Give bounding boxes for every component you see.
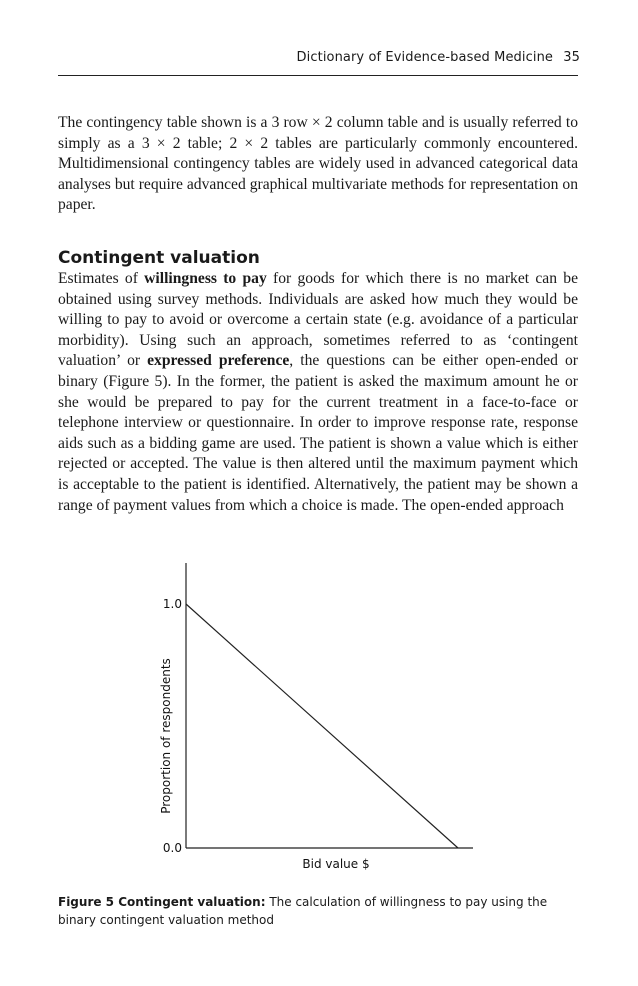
term-expressed-preference: expressed preference [147,352,290,370]
figure-5-chart [140,555,480,875]
caption-label: Figure 5 [58,895,115,909]
y-tick-label-bottom: 0.0 [162,841,182,855]
header-rule [58,75,578,76]
term-willingness-to-pay: willingness to pay [144,270,267,287]
paragraph-contingency-table: The contingency table shown is a 3 row × 2 column table and is usually referred to simply as a 3 × 2 table; 2 × 2 tables are particularly commonly encountered. Multidimensional contingency tables are widely used in advanced categorical data analyses but require advanced graphical multivariate methods for representation on paper. [58,114,578,214]
caption-text: The calculation of willingness to pay using the binary contingent valuation method [58,895,548,927]
chart-svg [140,555,480,875]
paragraph-contingent-valuation [58,269,578,516]
text-run: , the questions can be either open-ended or binary (Figure 5). In the former, the patient is asked the maximum amount he or she would be prepared to pay for the current treatment in a face-to-face or telephone interview or questionnaire. In order to improve response rate, response aids such as a bidding game are used. The patient is shown a value which is either rejected or accepted. The value is then altered until the maximum payment which is acceptable to the patient is identified. Alternatively, the patient may be shown a range of payment values from which a choice is made. The open-ended approach [58,352,579,514]
page-number: 35 [563,50,580,65]
y-tick-label-top: 1.0 [162,597,182,611]
running-head [297,50,580,65]
x-axis-label: Bid value $ [302,857,370,871]
running-title: Dictionary of Evidence-based Medicine [296,50,554,65]
section-heading: Contingent valuation [58,248,260,268]
figure-caption [58,893,588,929]
text-run: Estimates of [58,270,145,287]
series-line-0 [186,604,458,848]
y-axis-label: Proportion of respondents [159,658,173,814]
caption-title: Contingent valuation: [118,895,266,909]
series-group [186,604,458,848]
text-run: for goods for which there is no market can be obtained using survey methods. Individuals are asked how much they would be willing to pay to avoid or overcome a certain state (e.g. avoidance of a particular morbidity). Using such an approach, sometimes referred to as ‘contingent valuation’ or [58,270,578,370]
